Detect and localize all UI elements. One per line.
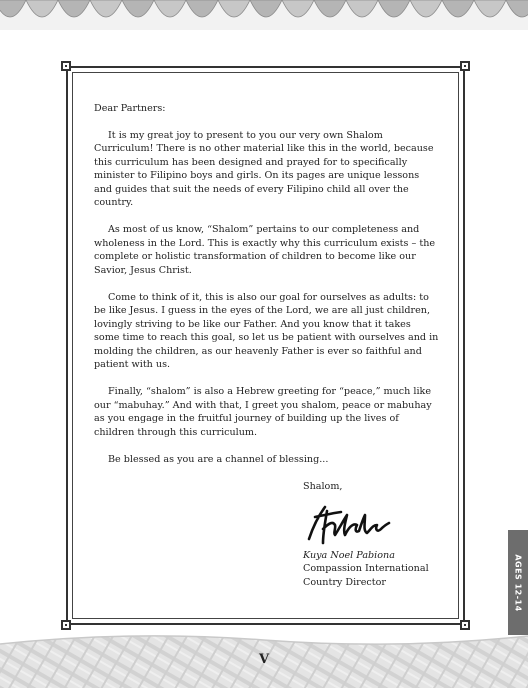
frame-corner-ornament xyxy=(61,620,71,630)
letter-paragraph: Come to think of it, this is also our goal for ourselves as adults: to be like Jesus. I guess in the eyes of the Lord, we are all just children, lovingly striving to be like our Father. And you know that it takes some time to reach this goal, so let us be patient with ourselves and in molding the children, as our heavenly Father is ever so faithful and patient with us. xyxy=(94,291,439,370)
signoff: Shalom, xyxy=(303,481,343,492)
letter-paragraph: As most of us know, “Shalom” pertains to our completeness and wholeness in the Lord. This is exactly why this curriculum exists – the complete or holistic transformation of children to become like our Savior, Jesus Christ. xyxy=(94,224,436,276)
frame-corner-ornament xyxy=(460,620,470,630)
letter-greeting: Dear Partners: xyxy=(94,103,166,114)
signer-organization: Compassion International xyxy=(303,563,429,575)
decorative-top-border xyxy=(0,0,528,30)
signature-block xyxy=(303,480,453,589)
age-side-tab xyxy=(508,530,528,635)
letter-paragraph: It is my great joy to present to you our very own Shalom Curriculum! There is no other material like this in the world, because this curriculum has been designed and prayed for to specifically minister to Filipino boys and girls. On its pages are unique lessons and guides that suit the needs of every Filipino child all over the country. xyxy=(94,129,434,208)
signer-name: Kuya Noel Pabiona xyxy=(303,550,395,562)
frame-corner-ornament xyxy=(460,61,470,71)
letter-paragraph: Finally, “shalom” is also a Hebrew greeting for “peace,” much like our “mabuhay.” And with that, I greet you shalom, peace or mabuhay as you engage in the fruitful journey of building up the lives of children through this curriculum. xyxy=(94,386,432,438)
letter-body xyxy=(94,102,439,467)
age-side-tab-label: AGES 12-14 xyxy=(513,553,523,612)
frame-corner-ornament xyxy=(61,61,71,71)
page-number: V xyxy=(258,652,270,667)
letter-closing: Be blessed as you are a channel of blessing... xyxy=(108,454,329,465)
signer-title: Country Director xyxy=(303,576,386,588)
handwritten-signature xyxy=(303,499,393,549)
